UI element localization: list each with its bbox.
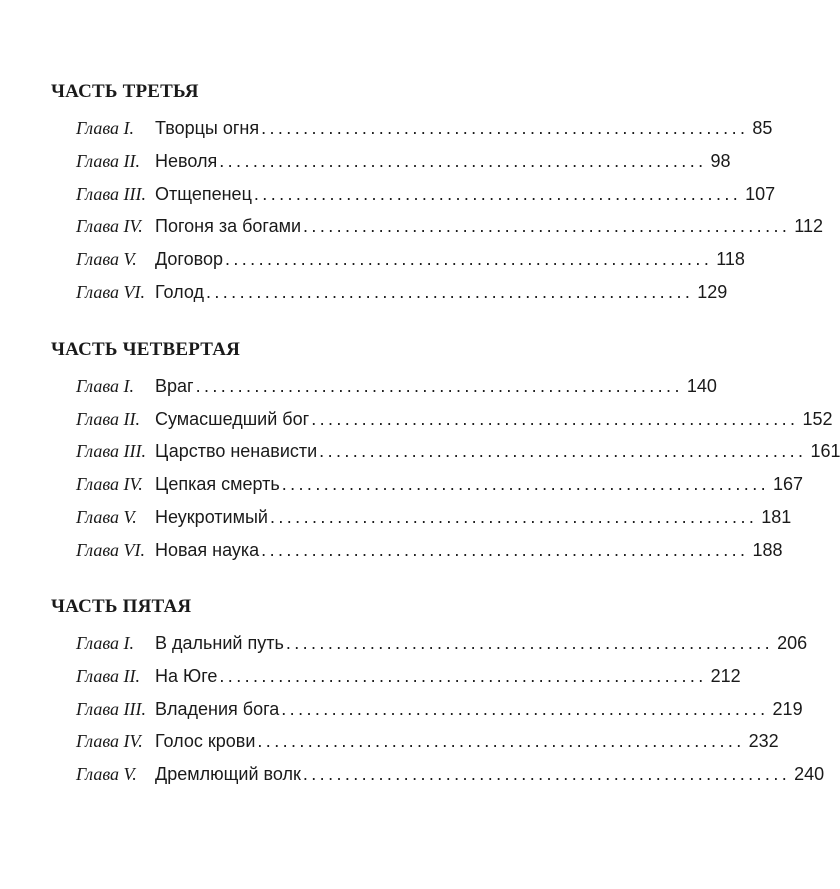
chapter-title: В дальний путь xyxy=(155,633,284,653)
dot-leader: .......................................................... xyxy=(269,507,758,527)
chapter-number: Глава II. xyxy=(76,666,141,686)
chapter-title: На Юге xyxy=(155,666,218,686)
toc-entry xyxy=(76,474,804,498)
dot-leader: .......................................................... xyxy=(285,633,774,653)
toc-entry xyxy=(76,249,745,273)
dot-leader: .......................................................... xyxy=(261,540,749,560)
chapter-number: Глава II. xyxy=(76,409,141,429)
chapter-number: Глава III. xyxy=(76,441,147,461)
dot-leader: .......................................................... xyxy=(253,184,742,204)
chapter-title: Творцы огня xyxy=(155,118,260,138)
toc-entry xyxy=(76,216,823,240)
toc-entry xyxy=(76,633,808,657)
toc-entry xyxy=(76,699,803,723)
toc-entry xyxy=(76,507,792,531)
chapter-title: Погоня за богами xyxy=(155,216,302,236)
page-number: 129 xyxy=(697,282,728,302)
chapter-title: Цепкая смерть xyxy=(155,474,280,494)
chapter-title: Враг xyxy=(155,376,194,396)
toc-entry xyxy=(76,764,825,788)
dot-leader: .......................................................... xyxy=(205,282,694,302)
dot-leader: .......................................................... xyxy=(219,666,707,686)
toc-entry xyxy=(76,282,728,306)
chapter-number: Глава VI. xyxy=(76,282,146,302)
page-number: 188 xyxy=(752,540,783,560)
page-number: 85 xyxy=(752,118,773,138)
chapter-number: Глава III. xyxy=(76,184,147,204)
page-number: 206 xyxy=(777,633,808,653)
page-number: 232 xyxy=(748,731,779,751)
chapter-number: Глава V. xyxy=(76,507,137,527)
toc-entry xyxy=(76,540,783,564)
toc-entry xyxy=(76,731,779,755)
page-number: 107 xyxy=(745,184,776,204)
toc-entry xyxy=(76,184,776,208)
chapter-number: Глава IV. xyxy=(76,216,143,236)
chapter-number: Глава II. xyxy=(76,151,141,171)
page-number: 112 xyxy=(794,216,823,236)
dot-leader: .......................................................... xyxy=(311,409,799,429)
toc-entry xyxy=(76,409,833,433)
dot-leader: .......................................................... xyxy=(224,249,713,269)
page-number: 98 xyxy=(710,151,731,171)
toc-entry xyxy=(76,441,840,465)
chapter-number: Глава VI. xyxy=(76,540,146,560)
chapter-title: Новая наука xyxy=(155,540,260,560)
dot-leader: .......................................................... xyxy=(303,216,791,236)
page-number: 118 xyxy=(716,249,745,269)
chapter-number: Глава IV. xyxy=(76,731,143,751)
chapter-title: Дремлющий волк xyxy=(155,764,301,784)
part-title: ЧАСТЬ ПЯТАЯ xyxy=(51,596,192,617)
page-number: 152 xyxy=(802,409,833,429)
chapter-number: Глава III. xyxy=(76,699,147,719)
chapter-number: Глава V. xyxy=(76,249,137,269)
dot-leader: .......................................................... xyxy=(261,118,749,138)
chapter-number: Глава I. xyxy=(76,633,135,653)
dot-leader: .......................................................... xyxy=(319,441,807,461)
chapter-number: Глава V. xyxy=(76,764,137,784)
dot-leader: .......................................................... xyxy=(302,764,791,784)
page-number: 161 xyxy=(810,441,840,461)
toc-entry xyxy=(76,151,731,175)
chapter-title: Неволя xyxy=(155,151,218,171)
page-number: 219 xyxy=(772,699,803,719)
toc-entry xyxy=(76,118,773,142)
chapter-title: Сумасшедший бог xyxy=(155,409,310,429)
dot-leader: .......................................................... xyxy=(195,376,683,396)
chapter-number: Глава I. xyxy=(76,376,135,396)
chapter-title: Царство ненависти xyxy=(155,441,318,461)
page-number: 181 xyxy=(761,507,792,527)
dot-leader: .......................................................... xyxy=(219,151,707,171)
dot-leader: .......................................................... xyxy=(281,474,769,494)
page-number: 140 xyxy=(686,376,717,396)
chapter-number: Глава I. xyxy=(76,118,135,138)
toc-entry xyxy=(76,376,717,400)
page-number: 240 xyxy=(794,764,825,784)
chapter-title: Голод xyxy=(155,282,204,302)
dot-leader: .......................................................... xyxy=(281,699,769,719)
part-title: ЧАСТЬ ТРЕТЬЯ xyxy=(51,81,199,102)
page-number: 167 xyxy=(773,474,804,494)
chapter-number: Глава IV. xyxy=(76,474,143,494)
chapter-title: Отщепенец xyxy=(155,184,252,204)
dot-leader: .......................................................... xyxy=(257,731,745,751)
chapter-title: Владения бога xyxy=(155,699,280,719)
chapter-title: Неукротимый xyxy=(155,507,268,527)
chapter-title: Договор xyxy=(155,249,223,269)
chapter-title: Голос крови xyxy=(155,731,256,751)
toc-entry xyxy=(76,666,741,690)
page-number: 212 xyxy=(710,666,741,686)
part-title: ЧАСТЬ ЧЕТВЕРТАЯ xyxy=(51,339,241,360)
